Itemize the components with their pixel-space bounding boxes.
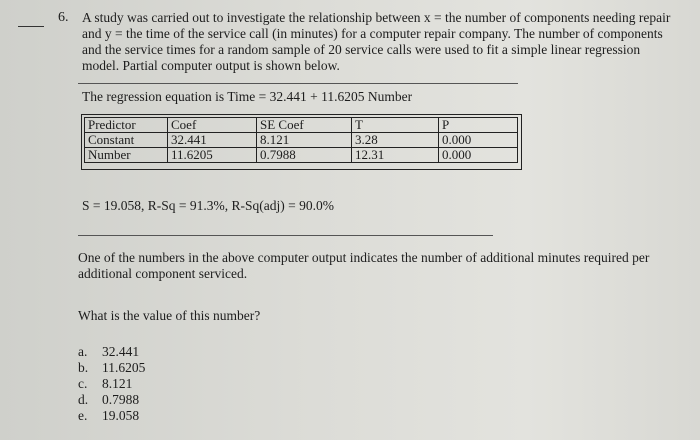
header-cell: Predictor: [85, 118, 168, 133]
model-summary-stats: S = 19.058, R-Sq = 91.3%, R-Sq(adj) = 90.0%: [82, 198, 334, 213]
table-header-row: [85, 118, 518, 133]
table-cell: 0.000: [439, 148, 518, 163]
choice-letter: b.: [78, 360, 89, 375]
intro-line: and y = the time of the service call (in minutes) for a computer repair company. The number of components: [82, 26, 663, 41]
question-intro: [82, 10, 682, 74]
table-cell: 3.28: [352, 133, 439, 148]
choice-letter: c.: [78, 376, 88, 391]
table-cell: 32.441: [168, 133, 257, 148]
choice-value: 11.6205: [102, 360, 146, 375]
question-prompt: [78, 250, 649, 282]
choice-e[interactable]: [78, 408, 145, 424]
table-cell: Constant: [85, 133, 168, 148]
intro-line: and the service times for a random sample of 20 service calls were used to fit a simple linear regression: [82, 42, 641, 57]
choice-value: 32.441: [102, 344, 140, 359]
table-cell: Number: [85, 148, 168, 163]
answer-choices: [78, 344, 145, 424]
prompt-line: additional component serviced.: [78, 266, 248, 281]
choice-letter: d.: [78, 392, 89, 407]
header-cell: P: [439, 118, 518, 133]
intro-line: A study was carried out to investigate the relationship between x = the number of components needing repair: [82, 10, 671, 25]
table-cell: 0.000: [439, 133, 518, 148]
table-cell: 8.121: [257, 133, 352, 148]
header-cell: Coef: [168, 118, 257, 133]
table-cell: 11.6205: [168, 148, 257, 163]
choice-letter: e.: [78, 408, 88, 423]
question-number: 6.: [58, 10, 69, 25]
divider: [78, 83, 518, 84]
choice-d[interactable]: [78, 392, 145, 408]
choice-c[interactable]: [78, 376, 145, 392]
table-row: [85, 148, 518, 163]
prompt-line: One of the numbers in the above computer output indicates the number of additional minutes required per: [78, 250, 650, 265]
table-cell: 0.7988: [257, 148, 352, 163]
choice-value: 0.7988: [102, 392, 140, 407]
header-cell: SE Coef: [257, 118, 352, 133]
divider: [78, 235, 493, 236]
table-cell: 12.31: [352, 148, 439, 163]
regression-equation: The regression equation is Time = 32.441 + 11.6205 Number: [82, 89, 413, 104]
choice-value: 8.121: [102, 376, 133, 391]
choice-value: 19.058: [102, 408, 140, 423]
intro-line: model. Partial computer output is shown below.: [82, 58, 340, 73]
choice-letter: a.: [78, 344, 88, 359]
question-ask: What is the value of this number?: [78, 308, 261, 323]
choice-b[interactable]: [78, 360, 145, 376]
answer-blank[interactable]: [18, 26, 44, 27]
table-row: [85, 133, 518, 148]
header-cell: T: [352, 118, 439, 133]
choice-a[interactable]: [78, 344, 145, 360]
coefficient-table: [84, 117, 518, 163]
